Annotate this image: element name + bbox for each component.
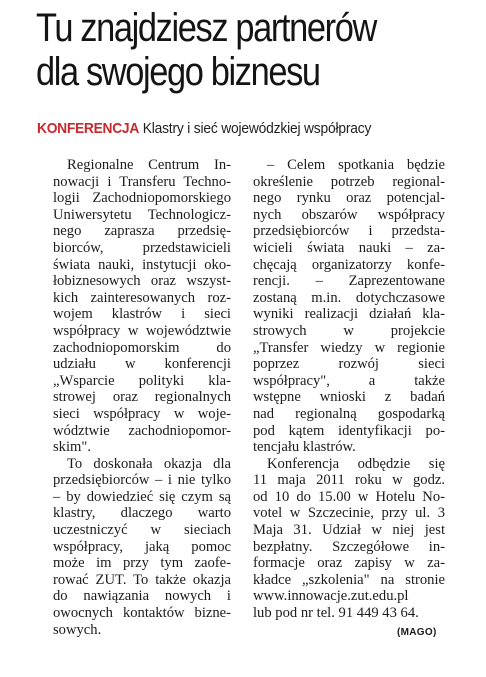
text-line: klastry, dlaczego warto xyxy=(53,505,231,522)
text-line: od 10 do 15.00 w Hotelu No- xyxy=(253,488,445,505)
text-line: „Transfer wiedzy w regionie xyxy=(253,339,445,356)
text-line: skim". xyxy=(53,439,91,456)
text-line: wojem klastrów i sieci xyxy=(53,306,231,323)
text-line: tencjału klastrów. xyxy=(253,439,356,456)
text-line: określenie potrzeb regional- xyxy=(253,173,445,190)
text-line: nowacji i Transferu Techno- xyxy=(53,173,231,190)
article-column-right xyxy=(253,157,445,622)
article-deck: Klastry i sieć wojewódzkiej współpracy xyxy=(142,120,372,137)
text-line: chęcają organizatorzy konfe- xyxy=(253,256,445,273)
text-line: nych obszarów współpracy xyxy=(253,206,445,223)
text-line: przedsiębiorców i przedsta- xyxy=(253,223,445,240)
text-line: logii Zachodniopomorskiego xyxy=(53,190,231,207)
text-line: Regionalne Centrum In- xyxy=(67,157,231,173)
text-line: sieci współpracy w woje- xyxy=(53,405,231,422)
text-line: lub pod nr tel. 91 449 43 64. xyxy=(253,605,419,622)
text-line: poprzez rozwój sieci xyxy=(253,356,445,373)
text-line: – by dowiedzieć się czym są xyxy=(53,488,231,505)
section-kicker: KONFERENCJA xyxy=(37,120,140,137)
text-line: nego zaprasza przedsię- xyxy=(53,223,231,240)
text-line: współpracy w województwie xyxy=(53,322,231,339)
text-line: łobiznesowych oraz wszyst- xyxy=(53,273,231,290)
text-line: votel w Szczecinie, przy ul. 3 xyxy=(253,505,445,522)
headline-line-1: Tu znajdziesz partnerów xyxy=(36,6,376,50)
text-line: www.innowacje.zut.edu.pl xyxy=(253,588,409,605)
text-line: wództwie zachodniopomor- xyxy=(53,422,231,439)
text-line: pod kątem identyfikacji po- xyxy=(253,422,445,439)
text-line: formacje oraz zapisy w za- xyxy=(253,555,445,572)
text-line: strowej oraz regionalnych xyxy=(53,389,231,406)
article-headline xyxy=(36,6,414,94)
text-line: wyniki realizacji działań kla- xyxy=(253,306,445,323)
author-byline: (MAGO) xyxy=(397,627,437,638)
text-line: udziału w konferencji xyxy=(53,356,231,373)
text-line: uczestniczyć w sieciach xyxy=(53,522,231,539)
text-line: „Wsparcie polityki kla- xyxy=(53,372,231,389)
text-line: współpracy, jaką pomoc xyxy=(53,538,231,555)
text-line: rować ZUT. To także okazja xyxy=(53,571,231,588)
text-line: kich zainteresowanych roz- xyxy=(53,289,231,306)
text-line: wstępne wnioski z badań xyxy=(253,389,445,406)
text-line: Konferencja odbędzie się xyxy=(267,455,445,472)
text-line: przedsiębiorców – i nie tylko xyxy=(53,472,231,489)
text-line: zostaną m.in. dotychczasowe xyxy=(253,289,445,306)
text-line: Maja 31. Udział w niej jest xyxy=(253,522,445,539)
text-line: 11 maja 2011 roku w godz. xyxy=(253,472,445,489)
headline-line-2: dla swojego biznesu xyxy=(36,50,320,94)
text-line: To doskonała okazja dla xyxy=(67,455,231,472)
text-line: Uniwersytetu Technologicz- xyxy=(53,206,231,223)
text-line: sowych. xyxy=(53,621,102,638)
text-line: biorców, przedstawicieli xyxy=(53,239,231,256)
article-column-left xyxy=(53,157,231,638)
text-line: strowych w projekcie xyxy=(253,322,445,339)
text-line: wicieli świata nauki – za- xyxy=(253,239,445,256)
text-line: kładce „szkolenia" na stronie xyxy=(253,571,445,588)
text-line: do nawiązania nowych i xyxy=(53,588,231,605)
text-line: może im przy tym zaofe- xyxy=(53,555,231,572)
text-line: współpracy", a także xyxy=(253,372,445,389)
article-subhead xyxy=(37,120,442,138)
text-line: nad regionalną gospodarką xyxy=(253,405,445,422)
text-line: świata nauki, instytucji oko- xyxy=(53,256,231,273)
text-line: nego rynku oraz potencjal- xyxy=(253,190,445,207)
text-line: owocnych kontaktów bizne- xyxy=(53,605,231,622)
text-line: zachodniopomorskim do xyxy=(53,339,231,356)
text-line: rencji. – Zaprezentowane xyxy=(253,273,445,290)
text-line: bezpłatny. Szczegółowe in- xyxy=(253,538,445,555)
text-line: – Celem spotkania będzie xyxy=(267,157,445,173)
